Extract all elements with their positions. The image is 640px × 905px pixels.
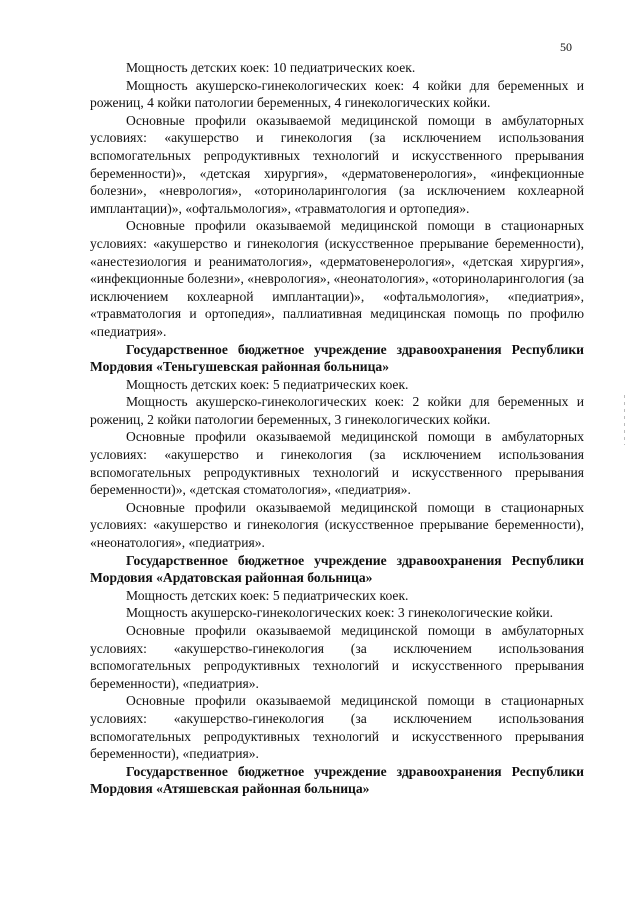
paragraph-obstetric-beds-1: Мощность акушерско-гинекологических коек: 4 койки для беременных и рожениц, 4 койки патологии беременных, 4 гинекологических койки. xyxy=(90,77,584,111)
paragraph-outpatient-profiles-2: Основные профили оказываемой медицинской помощи в амбулаторных условиях: «акушерство и гинекология (за исключением использования вспомогательных репродуктивных технологий и искусственного прерывания беременности)», «детская стоматология», «педиатрия». xyxy=(90,429,584,498)
page-number: 50 xyxy=(560,40,572,54)
paragraph-outpatient-profiles-3: Основные профили оказываемой медицинской помощи в амбулаторных условиях: «акушерство-гинекология (за исключением использования вспомогательных репродуктивных технологий и искусственного прерывания беременности), «педиатрия». xyxy=(90,623,584,691)
paragraph-child-beds-1: Мощность детских коек: 10 педиатрических коек. xyxy=(126,60,416,75)
paragraph-inpatient-profiles-1: Основные профили оказываемой медицинской помощи в стационарных условиях: «акушерство и гинекология (искусственное прерывание беременности), «анестезиология и реаниматология», «дерматовенерология», «детская хирургия», «инфекционные болезни», «неврология», «неонатология», «оториноларингология (за исключением кохлеарной имплантации)», «офтальмология», «педиатрия», «травматология и ортопедия», паллиативная медицинская помощь по профилю «педиатрия». xyxy=(90,218,584,339)
paragraph-obstetric-beds-2: Мощность акушерско-гинекологических коек: 2 койки для беременных и рожениц, 2 койки патологии беременных, 3 гинекологических койки. xyxy=(90,394,584,427)
paragraph-child-beds-3: Мощность детских коек: 5 педиатрических коек. xyxy=(126,587,409,603)
paragraph-obstetric-beds-3: Мощность акушерско-гинекологических коек: 3 гинекологические койки. xyxy=(126,605,554,621)
hospital-heading-atyashevo: Государственное бюджетное учреждение здравоохранения Республики Мордовия «Атяшевская районная больница» xyxy=(90,763,584,797)
paragraph-inpatient-profiles-2: Основные профили оказываемой медицинской помощи в стационарных условиях: «акушерство и гинекология (искусственное прерывание беременности), «неонатология», «педиатрия». xyxy=(90,499,584,551)
scan-margin-mark xyxy=(624,395,625,445)
document-body xyxy=(90,59,584,798)
hospital-heading-ardatov: Государственное бюджетное учреждение здравоохранения Республики Мордовия «Ардатовская районная больница» xyxy=(90,552,584,586)
paragraph-inpatient-profiles-3: Основные профили оказываемой медицинской помощи в стационарных условиях: «акушерство-гинекология (за исключением использования вспомогательных репродуктивных технологий и искусственного прерывания беременности), «педиатрия». xyxy=(90,693,584,762)
paragraph-child-beds-2: Мощность детских коек: 5 педиатрических коек. xyxy=(126,376,409,392)
hospital-heading-tengushevo: Государственное бюджетное учреждение здравоохранения Республики Мордовия «Теньгушевская районная больница» xyxy=(90,341,584,375)
paragraph-outpatient-profiles-1: Основные профили оказываемой медицинской помощи в амбулаторных условиях: «акушерство и гинекология (за исключением использования вспомогательных репродуктивных технологий и искусственного прерывания беременности)», «детская хирургия», «дерматовенерология», «инфекционные болезни», «неврология», «оториноларингология (за исключением кохлеарной имплантации)», «офтальмология», «травматология и ортопедия». xyxy=(90,112,584,216)
